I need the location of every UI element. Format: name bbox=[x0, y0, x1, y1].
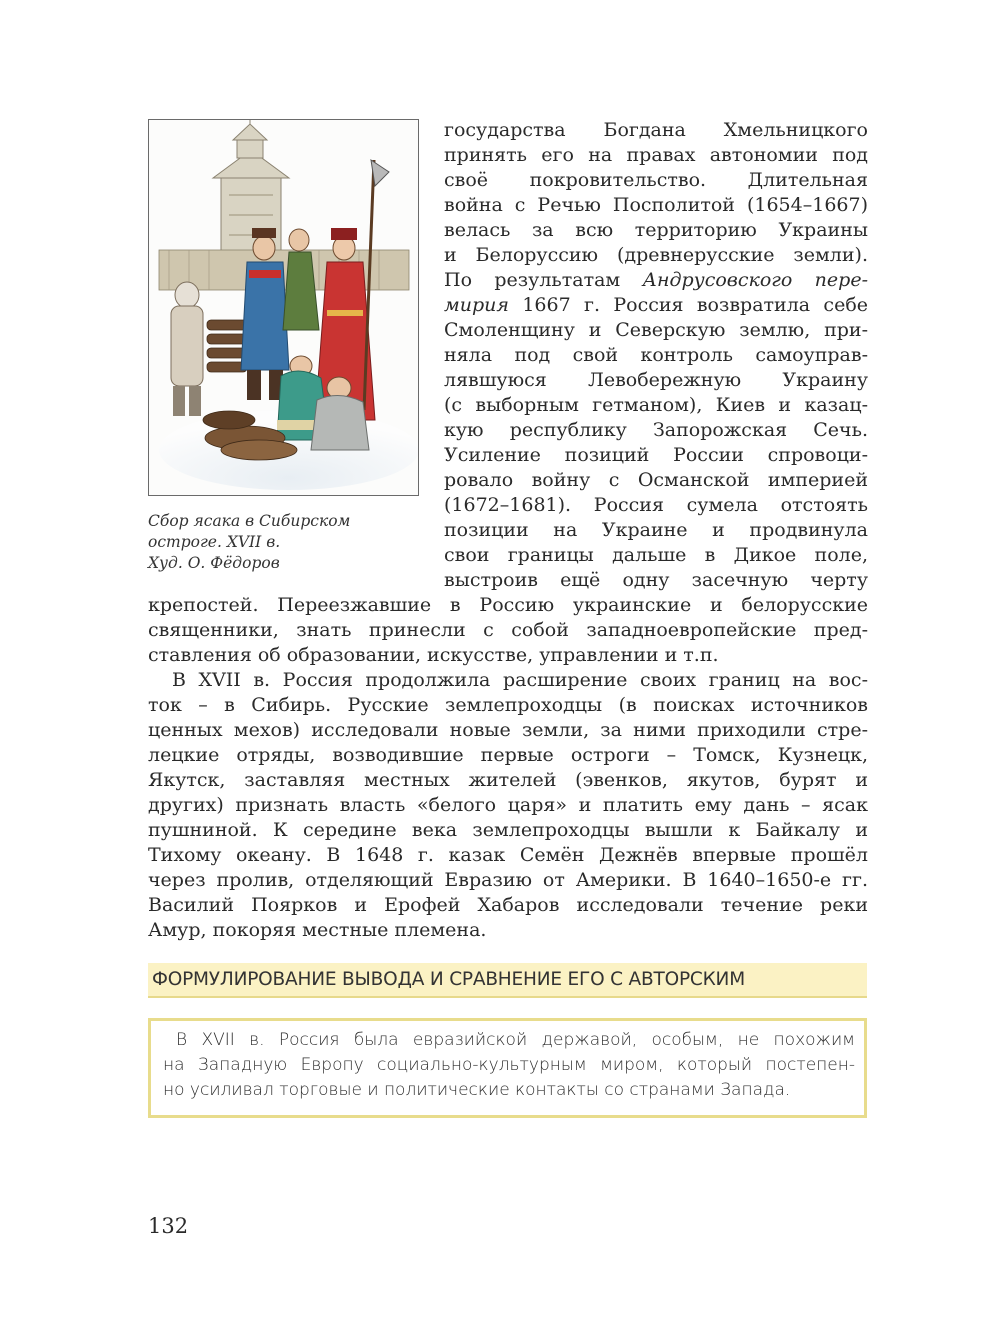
text-line: Смоленщину и Северскую землю, при- bbox=[444, 319, 868, 341]
text-line: своё покровительство. Длительная bbox=[444, 169, 868, 191]
text-line: ставления об образовании, искусстве, управлении и т.п. bbox=[148, 644, 719, 666]
italic-term: Андрусовского пере- bbox=[642, 269, 868, 291]
text-line: По результатам Андрусовского пере- bbox=[444, 269, 868, 291]
text-line: Усиление позиций России спровоци- bbox=[444, 444, 868, 466]
text-line: кую республику Запорожская Сечь. bbox=[444, 419, 868, 441]
text-line: В XVII в. Россия продолжила расширение своих границ на вос- bbox=[172, 669, 868, 691]
text-line: велась за всю территорию Украины bbox=[444, 219, 868, 241]
text-line: ровало войну с Османской империей bbox=[444, 469, 868, 491]
text-line: свои границы дальше в Дикое поле, bbox=[444, 544, 868, 566]
illustration-fur-tribute bbox=[148, 119, 419, 496]
text-line: Василий Поярков и Ерофей Хабаров исследовали течение реки bbox=[148, 894, 868, 916]
text-line: выстроив ещё одну засечную черту bbox=[444, 569, 868, 591]
text-line: и Белоруссию (древнерусские земли). bbox=[444, 244, 868, 266]
caption-line: Сбор ясака в Сибирском bbox=[148, 512, 351, 530]
caption-line: остроге. XVII в. bbox=[148, 533, 281, 551]
text-line: ценных мехов) исследовали новые земли, за ними приходили стре- bbox=[148, 719, 868, 741]
section-heading: ФОРМУЛИРОВАНИЕ ВЫВОДА И СРАВНЕНИЕ ЕГО С АВТОРСКИМ bbox=[148, 963, 867, 998]
text-line: Амур, покоряя местные племена. bbox=[148, 919, 487, 941]
text-line: других) признать власть «белого царя» и платить ему дань – ясак bbox=[148, 794, 868, 816]
page-number: 132 bbox=[148, 1214, 189, 1238]
conclusion-line: В XVII в. Россия была евразийской державой, особым, не похожим bbox=[176, 1030, 855, 1050]
text-line: Якутск, заставляя местных жителей (эвенков, якутов, бурят и bbox=[148, 769, 868, 791]
text-line: лявшуюся Левобережную Украину bbox=[444, 369, 868, 391]
figure-caption bbox=[148, 511, 428, 574]
text-line: пушниной. К середине века землепроходцы вышли к Байкалу и bbox=[148, 819, 868, 841]
text-line: позиции на Украине и продвинула bbox=[444, 519, 868, 541]
illustration-drawing bbox=[149, 120, 418, 495]
conclusion-line: но усиливал торговые и политические контакты со странами Запада. bbox=[163, 1080, 791, 1100]
conclusion-box bbox=[148, 1018, 867, 1118]
text-line: ток – в Сибирь. Русские землепроходцы (в поисках источников bbox=[148, 694, 868, 716]
text-line: принять его на правах автономии под bbox=[444, 144, 868, 166]
conclusion-line: на Западную Европу социально-культурным миром, который постепен- bbox=[163, 1055, 855, 1075]
italic-term: мирия bbox=[444, 294, 509, 316]
text-line: (с выборным гетманом), Киев и казац- bbox=[444, 394, 868, 416]
text-line: крепостей. Переезжавшие в Россию украинские и белорусские bbox=[148, 594, 868, 616]
text-line: мирия 1667 г. Россия возвратила себе bbox=[444, 294, 868, 316]
text-line: война с Речью Посполитой (1654–1667) bbox=[444, 194, 868, 216]
text-line: Тихому океану. В 1648 г. казак Семён Дежнёв впервые прошёл bbox=[148, 844, 868, 866]
text-line: священники, знать принесли с собой западноевропейские пред- bbox=[148, 619, 868, 641]
caption-line: Худ. О. Фёдоров bbox=[148, 554, 280, 572]
text-line: лецкие отряды, возводившие первые остроги – Томск, Кузнецк, bbox=[148, 744, 868, 766]
text-line: государства Богдана Хмельницкого bbox=[444, 119, 868, 141]
text-line: через пролив, отделяющий Евразию от Америки. В 1640–1650-е гг. bbox=[148, 869, 868, 891]
text-line: (1672–1681). Россия сумела отстоять bbox=[444, 494, 868, 516]
text-line: няла под свой контроль самоуправ- bbox=[444, 344, 868, 366]
